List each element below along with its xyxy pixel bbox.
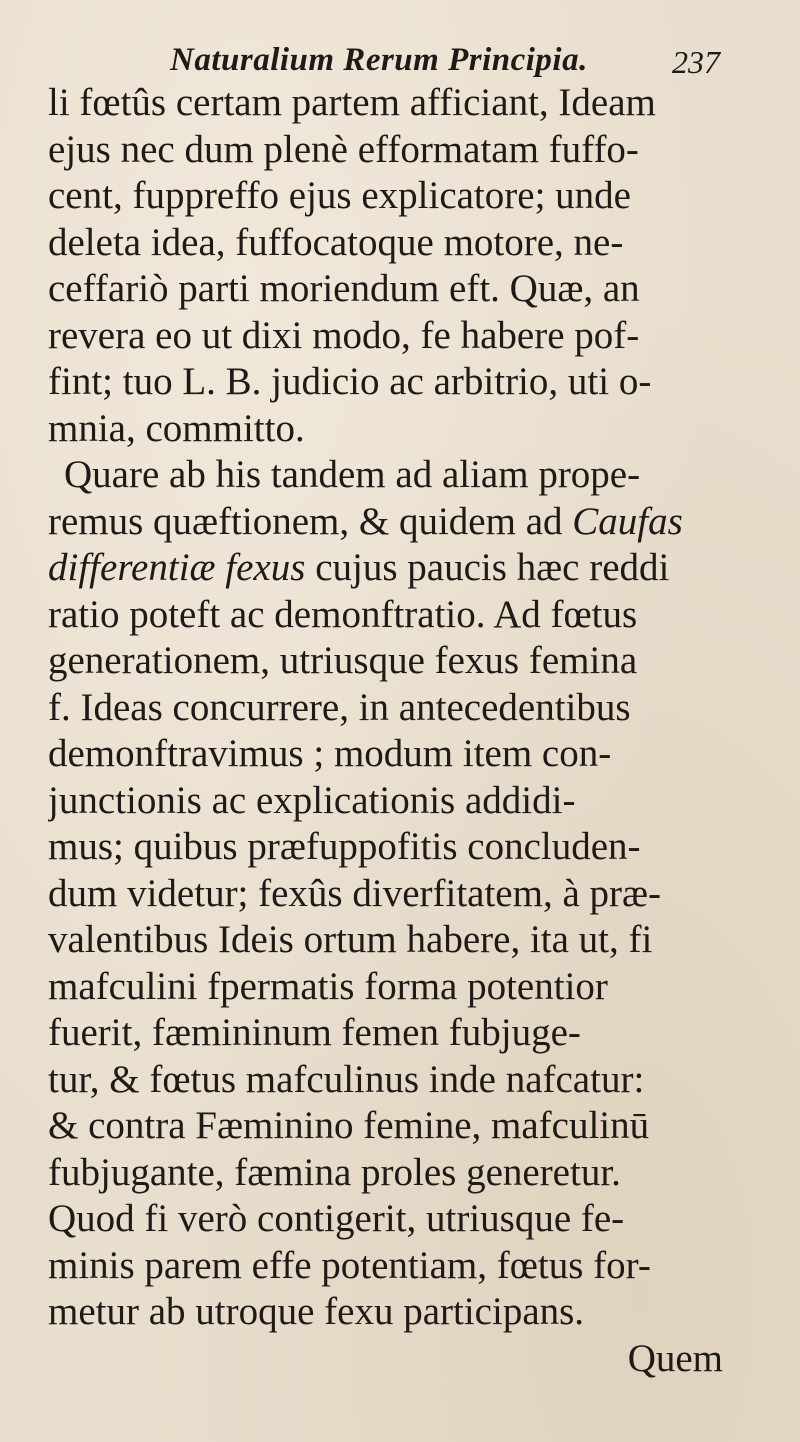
catchword: Quem xyxy=(627,1336,723,1380)
text-line: fint; tuo L. B. judicio ac arbitrio, uti o- xyxy=(48,360,652,403)
paragraph-start-line: Quare ab his tandem ad aliam prope- xyxy=(64,453,641,496)
italic-phrase: Caufas xyxy=(572,499,683,543)
text-line: ceffariò parti moriendum eft. Quæ, an xyxy=(48,267,640,310)
text-line-mixed xyxy=(48,545,768,592)
text-line: ejus nec dum plenè efformatam fuffo- xyxy=(48,127,639,171)
text-line: mnia, committo. xyxy=(48,406,305,450)
text-line: demonftravimus ; modum item con- xyxy=(48,732,612,775)
text-line: cent, fuppreffo ejus explicatore; unde xyxy=(48,174,631,217)
text-line: junctionis ac explicationis addidi- xyxy=(48,778,576,822)
text-line: Quod fi verò contigerit, utriusque fe- xyxy=(48,1197,625,1240)
text-line: fuerit, fæmininum femen fubjuge- xyxy=(48,1011,581,1054)
text-line: generationem, utriusque fexus femina xyxy=(48,639,638,682)
text-line: deleta idea, fuffocatoque motore, ne- xyxy=(48,220,624,264)
text-line: mafculini fpermatis forma potentior xyxy=(48,964,608,1008)
text-line: minis parem effe potentiam, fœtus for- xyxy=(48,1243,651,1287)
text-line: valentibus Ideis ortum habere, ita ut, fi xyxy=(48,918,653,961)
text-line: fubjugante, fæmina proles generetur. xyxy=(48,1150,621,1194)
text-line: f. Ideas concurrere, in antecedentibus xyxy=(48,685,631,729)
text-line: ratio poteft ac demonftratio. Ad fœtus xyxy=(48,592,638,636)
text-line-mixed xyxy=(48,499,768,546)
body-text xyxy=(48,80,768,1382)
text-line: dum videtur; fexûs diverfitatem, à præ- xyxy=(48,871,661,915)
text-line: tur, & fœtus mafculinus inde nafcatur: xyxy=(48,1057,645,1101)
text-line: metur ab utroque fexu participans. xyxy=(48,1290,585,1333)
text-line: mus; quibus præfuppofitis concluden- xyxy=(48,825,641,868)
text-segment: cujus paucis hæc reddi xyxy=(305,546,670,589)
running-head xyxy=(170,42,760,82)
page-number: 237 xyxy=(672,44,720,80)
italic-phrase: differentiæ fexus xyxy=(48,546,306,589)
text-line: revera eo ut dixi modo, fe habere pof- xyxy=(48,313,640,357)
text-line: li fœtûs certam partem afficiant, Ideam xyxy=(48,81,656,124)
text-segment: remus quæftionem, & quidem ad xyxy=(48,499,573,543)
text-line: & contra Fæminino femine, mafculinū xyxy=(48,1104,650,1147)
running-title: Naturalium Rerum Principia. xyxy=(170,42,588,78)
